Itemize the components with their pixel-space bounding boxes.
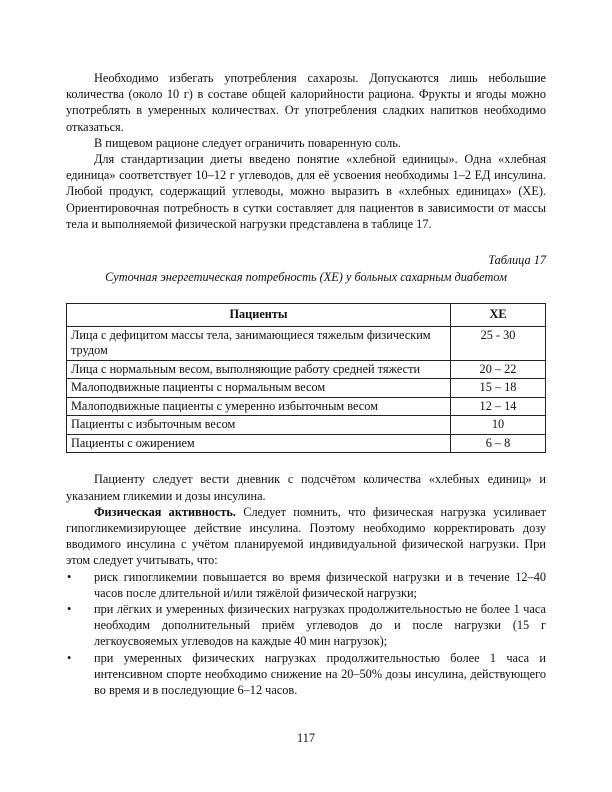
table-number: Таблица 17 [488, 253, 546, 268]
page-number: 117 [297, 731, 315, 745]
table-row [67, 434, 546, 453]
list-item [66, 650, 546, 699]
patient-cell: Лица с нормальным весом, выполняющие работу средней тяжести [67, 360, 451, 379]
list-item-text: при лёгких и умеренных физических нагрузках продолжительностью не более 1 часа необходим дополнительный приём углеводов до и после нагрузки (15 г легкоусвояемых углеводов на каждые 40 мин нагрузок); [94, 602, 546, 649]
paragraph-physical-activity [66, 504, 546, 569]
bullet-icon: • [67, 602, 72, 617]
table-row [67, 360, 546, 379]
xe-cell: 12 – 14 [451, 397, 546, 416]
list-item [66, 569, 546, 601]
list-item-text: при умеренных физических нагрузках продолжительностью более 1 часа и интенсивном спорте необходимо снижение на 20–50% дозы инсулина, действующего во время и в последующие 6–12 часов. [94, 650, 546, 698]
list-item-text: риск гипогликемии повышается во время физической нагрузки и в течение 12–40 часов после длительной и/или тяжёлой физической нагрузки; [94, 569, 546, 600]
table-row [67, 326, 546, 360]
bullet-icon: • [67, 569, 72, 584]
header-xe: ХЕ [451, 304, 546, 327]
patient-cell: Пациенты с избыточным весом [67, 416, 451, 435]
paragraph-text: Следует помнить, что физическая нагрузка усиливает гипогликемизирующее действие инсулина. Поэтому необходимо корректировать дозу вводимого инсулина с учётом планируемой индивидуальной физической нагрузки. При этом следует учитывать, что: [66, 504, 546, 568]
paragraph-salt: В пищевом рационе следует ограничить поваренную соль. [94, 135, 401, 150]
patient-cell: Малоподвижные пациенты с умеренно избыточным весом [67, 397, 451, 416]
paragraph-sucrose: Необходимо избегать употребления сахарозы. Допускаются лишь небольшие количества (около 10 г) в составе общей калорийности рациона. Фрукты и ягоды можно употреблять в умеренных количествах. От употребления сладких напитков необходимо отказаться. [66, 71, 546, 134]
bullet-list [66, 569, 546, 699]
paragraph-bread-units: Для стандартизации диеты введено понятие «хлебной единицы». Одна «хлебная единица» соответствует 10–12 г углеводов, для её усвоения необходимы 1–2 ЕД инсулина. Любой продукт, содержащий углеводы, можно выразить в «хлебных единицах» (ХЕ). Ориентировочная потребность в сутки составляет для пациентов в зависимости от массы тела и выполняемой физической нагрузки представлена в таблице 17. [66, 152, 546, 231]
xe-cell: 6 – 8 [451, 434, 546, 453]
patient-cell: Лица с дефицитом массы тела, занимающиеся тяжелым физическим трудом [67, 326, 451, 360]
paragraph-diary: Пациенту следует вести дневник с подсчётом количества «хлебных единиц» и указанием гликемии и дозы инсулина. [66, 472, 546, 503]
page-content [66, 70, 546, 698]
patient-cell: Малоподвижные пациенты с нормальным весом [67, 379, 451, 398]
header-patients: Пациенты [67, 304, 451, 327]
table-row [67, 416, 546, 435]
xe-cell: 15 – 18 [451, 379, 546, 398]
table-title: Суточная энергетическая потребность (ХЕ) у больных сахарным диабетом [105, 270, 507, 285]
xe-cell: 25 - 30 [451, 326, 546, 360]
xe-table [66, 303, 546, 453]
xe-cell: 10 [451, 416, 546, 435]
section-heading: Физическая активность. [94, 504, 236, 519]
patient-cell: Пациенты с ожирением [67, 434, 451, 453]
list-item [66, 601, 546, 650]
bullet-icon: • [67, 650, 72, 665]
table-header-row [67, 304, 546, 327]
xe-cell: 20 – 22 [451, 360, 546, 379]
table-row [67, 379, 546, 398]
table-row [67, 397, 546, 416]
